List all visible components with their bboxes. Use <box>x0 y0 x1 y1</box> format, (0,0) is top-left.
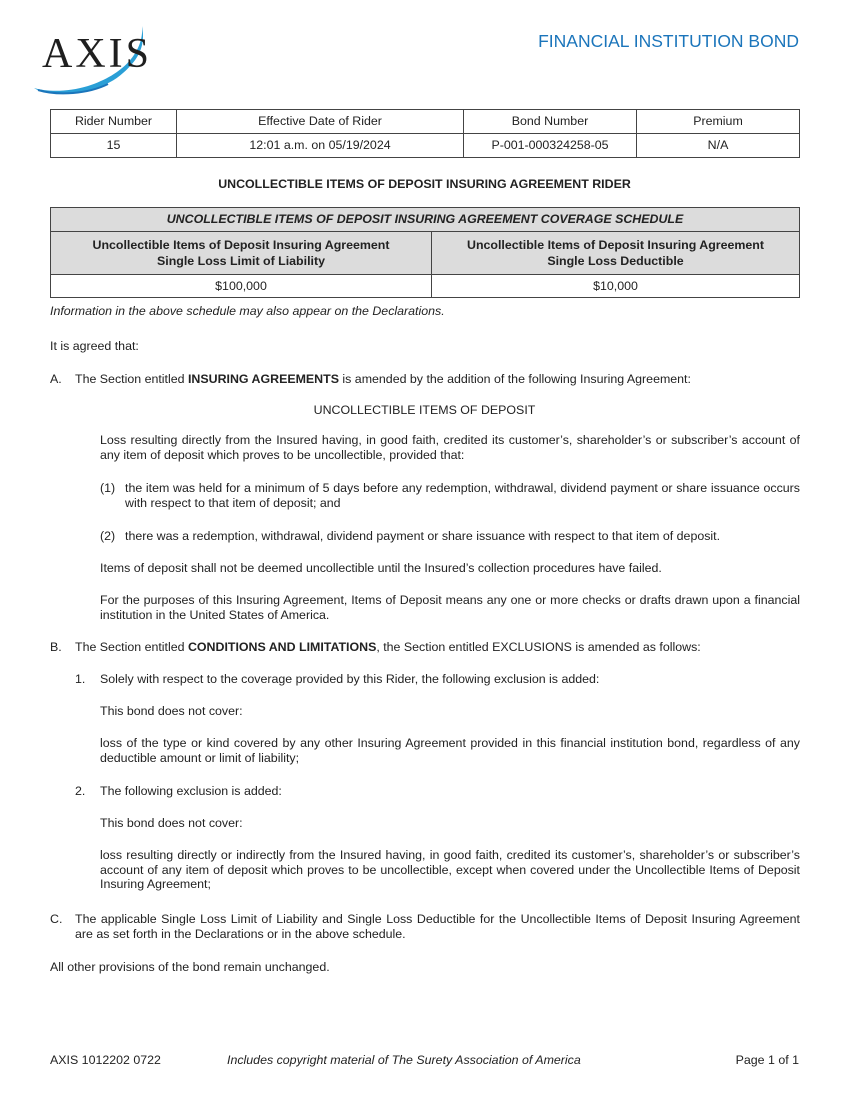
b-item-2-paragraph-2: loss resulting directly or indirectly from the Insured having, in good faith, credited its customer’s, shareholder’s or subscriber’s account of any item of deposit which proves to be uncollectible, except when covered under the Uncollectible Items of Deposit Insuring Agreement; <box>100 848 800 891</box>
item-1-label: (1) <box>100 481 116 495</box>
schedule-title: UNCOLLECTIBLE ITEMS OF DEPOSIT INSURING AGREEMENT COVERAGE SCHEDULE <box>51 208 800 232</box>
section-c-label: C. <box>50 912 63 926</box>
section-b-pre: The Section entitled <box>75 640 188 654</box>
footer-form-number: AXIS 1012202 0722 <box>50 1053 161 1067</box>
deductible-header <box>432 232 800 275</box>
table-header: Effective Date of Rider <box>177 110 464 134</box>
b-item-2-paragraph-1: This bond does not cover: <box>100 816 243 830</box>
rider-title: UNCOLLECTIBLE ITEMS OF DEPOSIT INSURING AGREEMENT RIDER <box>218 177 631 191</box>
table-header: Bond Number <box>464 110 637 134</box>
premium-value: N/A <box>637 134 800 158</box>
table-row <box>51 232 800 275</box>
section-a-paragraph-1: Loss resulting directly from the Insured having, in good faith, credited its customer’s, shareholder’s or subscriber’s account of any item of deposit which proves to be uncollectible, provided that: <box>100 433 800 462</box>
limit-header-line1: Uncollectible Items of Deposit Insuring Agreement <box>92 238 390 252</box>
table-row <box>51 208 800 232</box>
section-a-text <box>75 372 800 387</box>
logo-text: AXIS <box>42 31 153 77</box>
b-item-1-label: 1. <box>75 672 86 686</box>
table-header: Premium <box>637 110 800 134</box>
section-a-bold: INSURING AGREEMENTS <box>187 372 339 386</box>
section-b-bold: CONDITIONS AND LIMITATIONS <box>187 640 377 654</box>
table-row <box>51 275 800 298</box>
agreed-text: It is agreed that: <box>50 339 139 353</box>
insuring-agreement-heading: UNCOLLECTIBLE ITEMS OF DEPOSIT <box>313 403 536 417</box>
b-item-1-paragraph-1: This bond does not cover: <box>100 704 243 718</box>
table-row <box>51 110 800 134</box>
document-title: FINANCIAL INSTITUTION BOND <box>538 31 799 51</box>
section-a-paragraph-2: Items of deposit shall not be deemed uncollectible until the Insured’s collection procedures have failed. <box>100 561 662 575</box>
rider-number-value: 15 <box>51 134 177 158</box>
item-2-label: (2) <box>100 529 116 543</box>
item-2-text: there was a redemption, withdrawal, dividend payment or share issuance with respect to that item of deposit. <box>125 529 721 543</box>
deductible-value: $10,000 <box>432 275 800 298</box>
b-item-2-text: The following exclusion is added: <box>100 784 282 798</box>
b-item-1-paragraph-2: loss of the type or kind covered by any other Insuring Agreement provided in this financial institution bond, regardless of any deductible amount or limit of liability; <box>100 736 800 765</box>
table-row <box>51 134 800 158</box>
section-a-label: A. <box>50 372 62 386</box>
bond-number-value: P-001-000324258-05 <box>464 134 637 158</box>
closing-text: All other provisions of the bond remain unchanged. <box>50 960 330 974</box>
axis-logo <box>28 18 153 98</box>
section-a-pre: The Section entitled <box>75 372 188 386</box>
deductible-header-line1: Uncollectible Items of Deposit Insuring Agreement <box>467 238 764 252</box>
section-b-post: , the Section entitled EXCLUSIONS is amended as follows: <box>376 640 701 654</box>
rider-info-table <box>50 109 800 158</box>
item-1-text: the item was held for a minimum of 5 days before any redemption, withdrawal, dividend payment or share issuance occurs with respect to that item of deposit; and <box>125 481 800 510</box>
section-c-text: The applicable Single Loss Limit of Liability and Single Loss Deductible for the Uncollectible Items of Deposit Insuring Agreement are as set forth in the Declarations or in the above schedule. <box>75 912 800 941</box>
effective-date-value: 12:01 a.m. on 05/19/2024 <box>177 134 464 158</box>
schedule-note: Information in the above schedule may also appear on the Declarations. <box>50 304 445 318</box>
footer-page-number: Page 1 of 1 <box>735 1053 799 1067</box>
coverage-schedule-table <box>50 207 800 298</box>
table-header: Rider Number <box>51 110 177 134</box>
section-a-post: is amended by the addition of the following Insuring Agreement: <box>338 372 691 386</box>
limit-header-line2: Single Loss Limit of Liability <box>157 254 325 268</box>
section-a-paragraph-3: For the purposes of this Insuring Agreement, Items of Deposit means any one or more checks or drafts drawn upon a financial institution in the United States of America. <box>100 593 800 622</box>
limit-header <box>51 232 432 275</box>
b-item-1-text: Solely with respect to the coverage provided by this Rider, the following exclusion is added: <box>100 672 600 686</box>
limit-value: $100,000 <box>51 275 432 298</box>
section-b-text <box>75 640 800 655</box>
b-item-2-label: 2. <box>75 784 86 798</box>
footer-copyright: Includes copyright material of The Surety Association of America <box>227 1053 581 1067</box>
section-b-label: B. <box>50 640 62 654</box>
deductible-header-line2: Single Loss Deductible <box>547 254 684 268</box>
